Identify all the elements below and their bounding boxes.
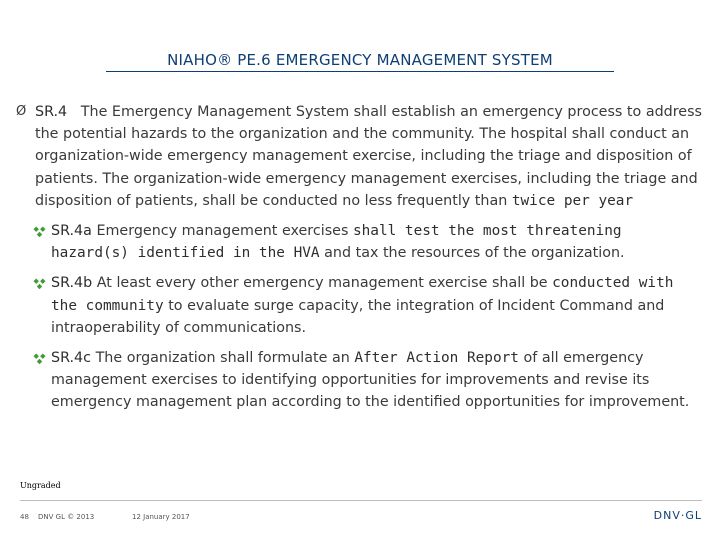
sub-item-text: The organization shall formulate an (95, 350, 350, 367)
sub-item-emphasis: conducted with the community (51, 275, 674, 314)
sub-item-text: At least every other emergency management exercise shall be (96, 275, 548, 292)
title-underline (106, 71, 614, 72)
page-title: NIAHO® PE.6 EMERGENCY MANAGEMENT SYSTEM (167, 51, 553, 69)
requirement-emphasis: twice per year (511, 192, 634, 209)
sub-item-emphasis: shall test the most threatening hazard(s) identified in the HVA (51, 223, 622, 262)
diamond-bullet-icon (33, 353, 46, 365)
diamond-bullet-icon (33, 278, 46, 290)
sub-item-text: of all emergency management exercises to identifying opportunities for improvements and revise its emergency management plan according to the identified opportunities for improvement. (51, 350, 690, 411)
footer-divider (20, 500, 702, 501)
sub-item (16, 347, 706, 414)
sub-item-text: Emergency management exercises (96, 223, 349, 240)
copyright-text: DNV GL © 2013 (38, 513, 95, 521)
sub-item (16, 272, 706, 339)
sub-item-label: SR.4a (51, 223, 92, 240)
sub-item-label: SR.4c (51, 350, 92, 367)
sub-item-emphasis: After Action Report (354, 350, 519, 367)
requirement-label: SR.4 (35, 104, 68, 120)
sub-item (16, 220, 706, 264)
classification-label: Ungraded (20, 481, 61, 490)
slide-content (16, 101, 706, 414)
footer-date: 12 January 2017 (132, 513, 190, 521)
main-paragraph (16, 101, 706, 212)
sub-item-text: and tax the resources of the organization. (324, 245, 625, 262)
requirement-text: The Emergency Management System shall establish an emergency process to address the potential hazards to the organization and the community. The hospital shall conduct an organization-wide emergency management exercise, including the triage and disposition of patients. The organization-wide emergency management exercises, including the triage and disposition of patients, shall be conducted no less frequently than (35, 104, 702, 209)
page-number: 48 (20, 513, 29, 521)
arrow-bullet-icon: Ø (16, 104, 27, 119)
diamond-bullet-icon (33, 226, 46, 238)
sub-item-text: to evaluate surge capacity, the integration of Incident Command and intraoperability of communications. (51, 297, 665, 336)
sub-item-label: SR.4b (51, 275, 93, 292)
dnv-gl-logo: DNV·GL (653, 509, 702, 522)
